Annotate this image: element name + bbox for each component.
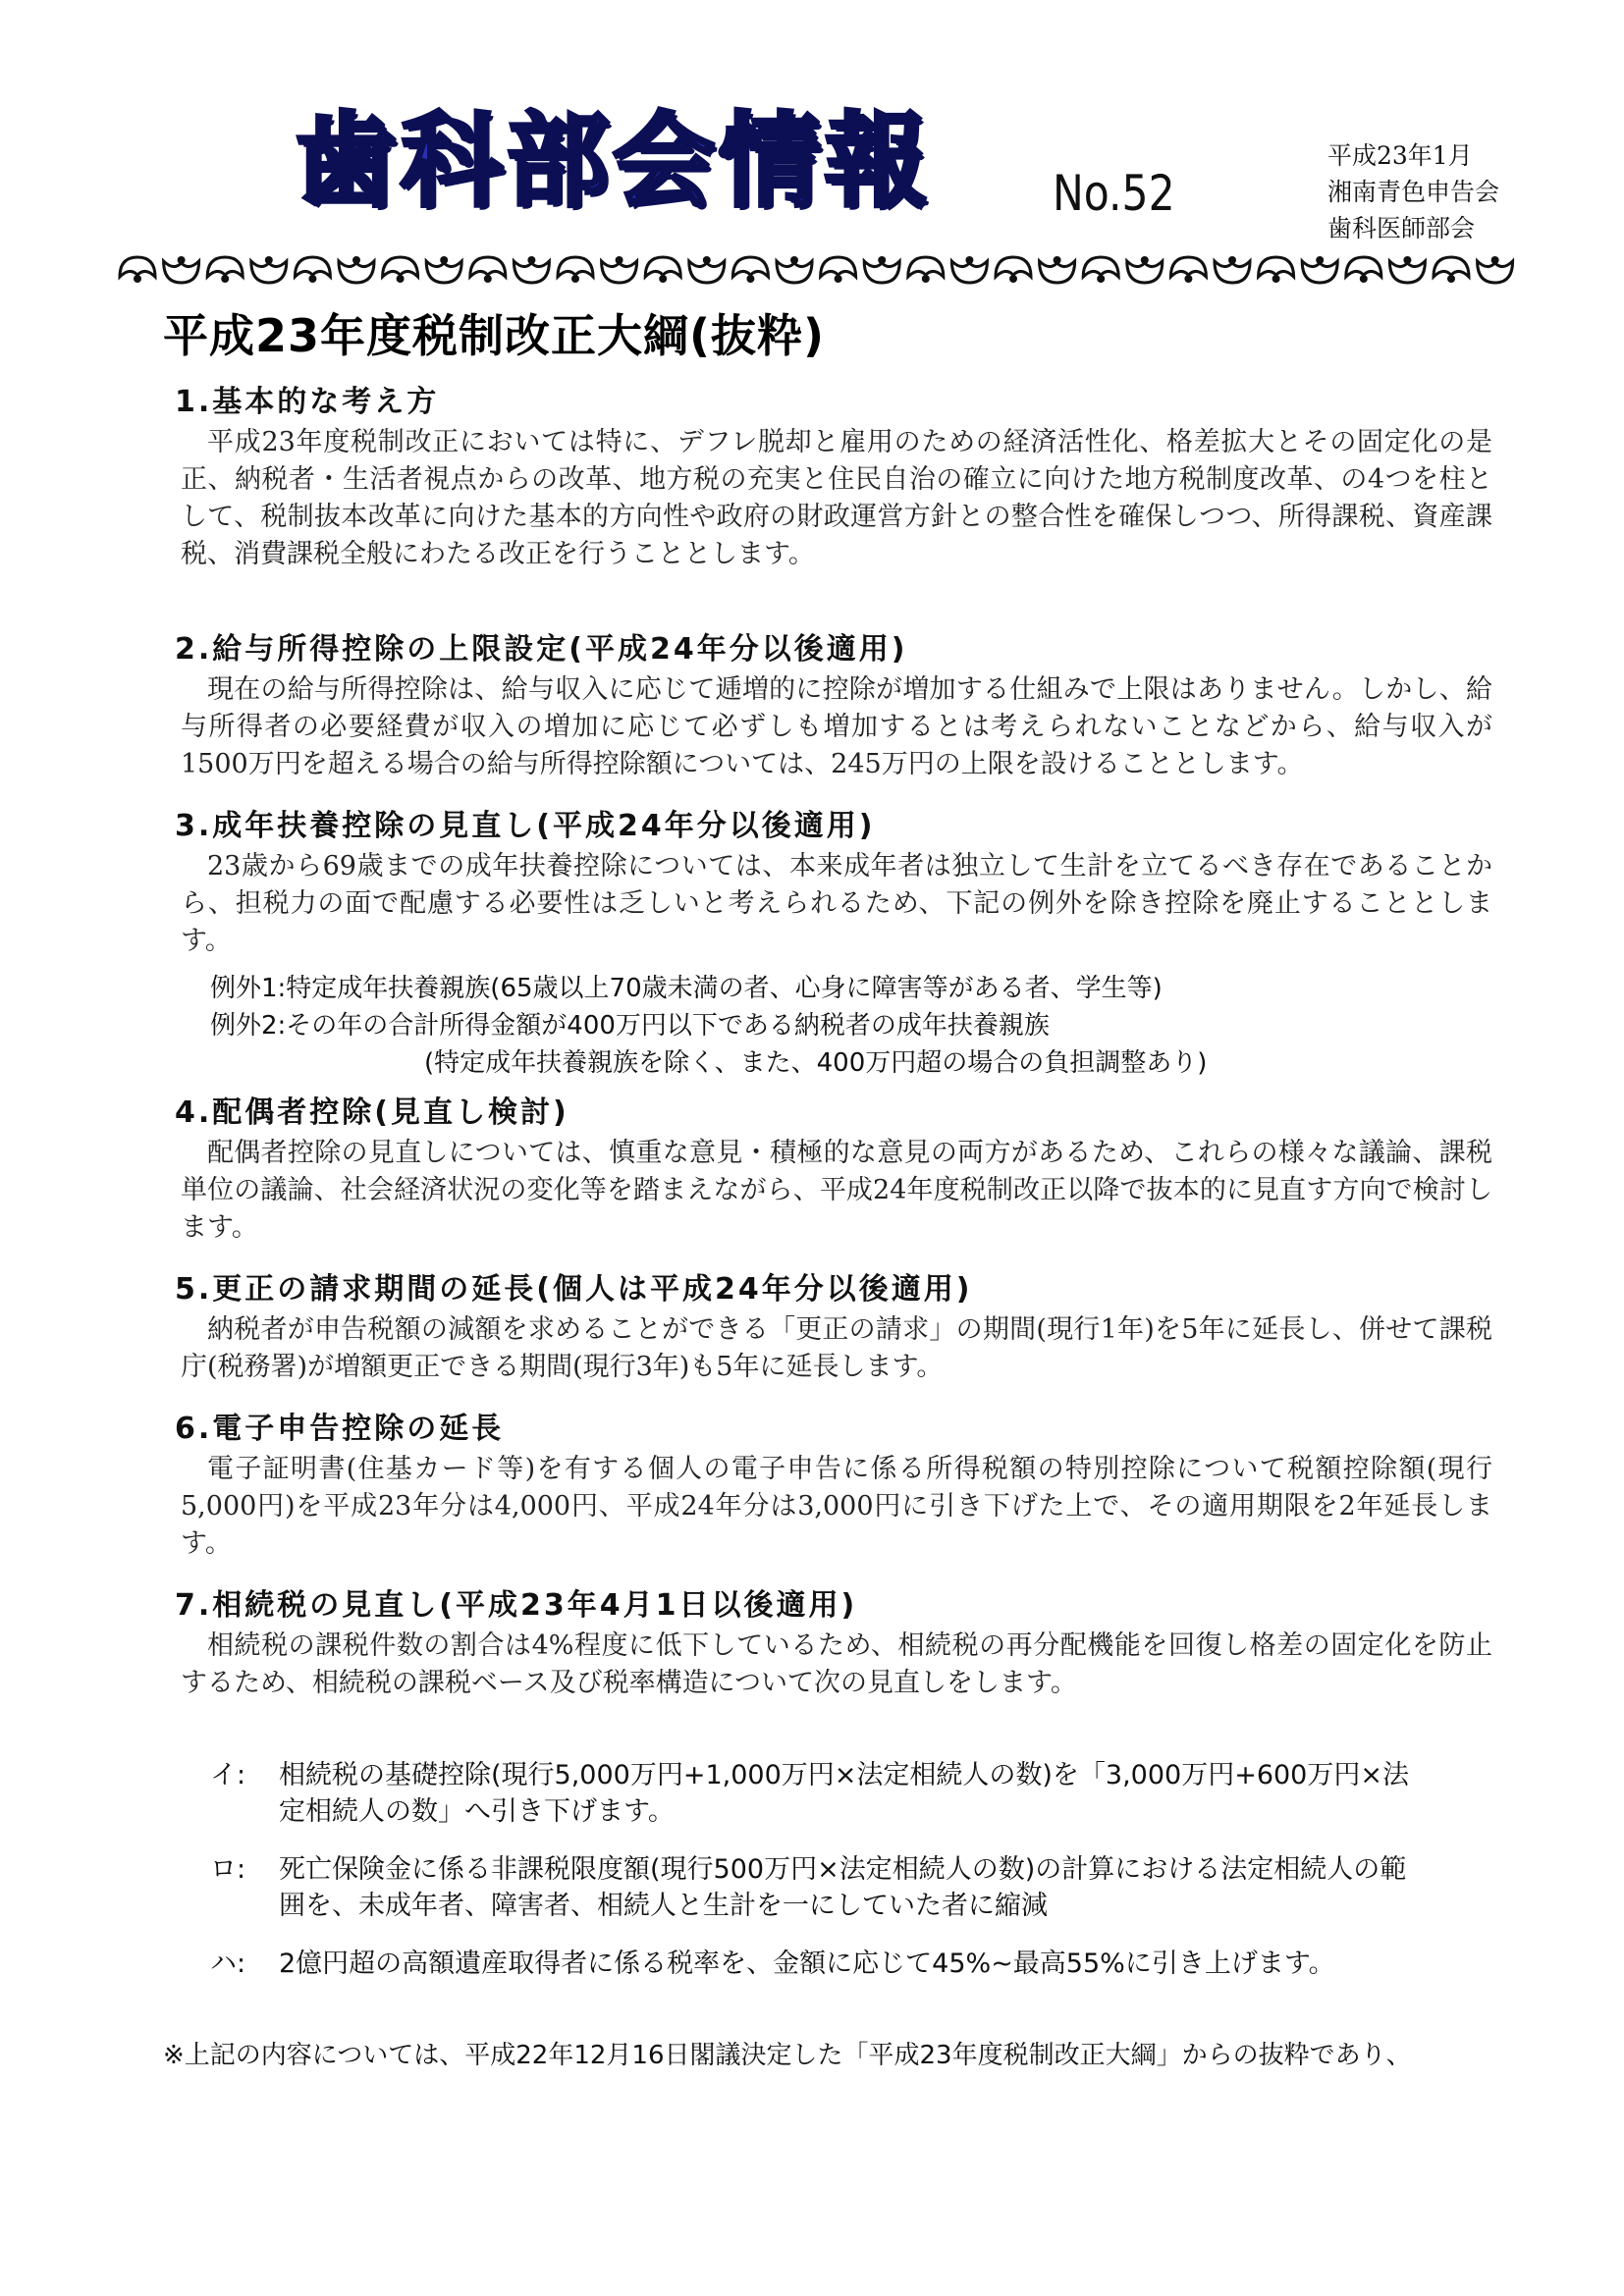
border-ornament: [777, 256, 812, 283]
border-ornament: [602, 256, 637, 283]
border-ornament: [645, 257, 680, 283]
newsletter-title: 歯科部会情報: [295, 101, 932, 221]
border-ornament: [732, 257, 768, 283]
exception-note: (特定成年扶養親族を除く、また、400万円超の場合の負担調整あり): [424, 1048, 1208, 1078]
border-ornament: [295, 257, 330, 283]
association-name: 湘南青色申告会: [1327, 178, 1500, 206]
border-ornament: [470, 257, 506, 283]
border-ornament: [339, 256, 374, 283]
border-ornament: [164, 256, 199, 283]
border-ornament: [207, 257, 243, 283]
item-text: 死亡保険金に係る非課税限度額(現行500万円×法定相続人の数)の計算における法定相続人の範囲を、未成年者、障害者、相続人と生計を一にしていた者に縮減: [279, 1854, 1407, 1921]
section-heading: 2.給与所得控除の上限設定(平成24年分以後適用): [175, 632, 908, 667]
border-ornament: [1127, 256, 1163, 283]
border-ornament: [1302, 256, 1337, 283]
main-title: 平成23年度税制改正大綱(抜粋): [163, 309, 826, 362]
border-ornament: [1040, 256, 1075, 283]
border-ornament: [951, 256, 987, 283]
section-paragraph: 相続税の課税件数の割合は4%程度に低下しているため、相続税の再分配機能を回復し格差の固定化を防止するため、相続税の課税ベース及び税率構造について次の見直しをします。: [181, 1630, 1492, 1698]
border-ornament: [1083, 257, 1118, 283]
border-ornament: [908, 257, 944, 283]
border-ornament: [821, 257, 856, 283]
section-paragraph: 配偶者控除の見直しについては、慎重な意見・積極的な意見の両方があるため、これらの様々な議論、課税単位の議論、社会経済状況の変化等を踏まえながら、平成24年度税制改正以降で抜本的に見直す方向で検討します。: [181, 1138, 1492, 1243]
list-item: [210, 1757, 1492, 1830]
border-ornament: [1259, 257, 1294, 283]
exception-item: 例外2:その年の合計所得金額が400万円以下である納税者の成年扶養親族: [210, 1011, 1050, 1041]
item-text: 2億円超の高額遺産取得者に係る税率を、金額に応じて45%~最高55%に引き上げます。: [279, 1949, 1335, 1979]
item-marker: イ:: [210, 1760, 246, 1790]
publisher-info: [1327, 137, 1499, 246]
division-name: 歯科医師部会: [1327, 214, 1476, 242]
border-ornament: [514, 256, 549, 283]
border-ornament: [1389, 256, 1425, 283]
issue-date: 平成23年1月: [1327, 141, 1473, 170]
item-marker: ハ:: [210, 1949, 246, 1979]
border-ornament: [996, 257, 1031, 283]
border-ornament: [426, 256, 461, 283]
article-body: [163, 381, 1492, 2074]
list-item: [210, 1946, 1492, 1982]
section-heading: 7.相続税の見直し(平成23年4月1日以後適用): [175, 1588, 858, 1623]
border-ornament: [689, 256, 725, 283]
border-ornament: [864, 256, 899, 283]
border-ornament: [1215, 256, 1250, 283]
border-ornament: [1478, 256, 1513, 283]
section-paragraph: 現在の給与所得控除は、給与収入に応じて逓増的に控除が増加する仕組みで上限はありません。しかし、給与所得者の必要経費が収入の増加に応じて必ずしも増加するとは考えられないことなどから、給与収入が1500万円を超える場合の給与所得控除額については、245万円の上限を設けることとします。: [181, 674, 1492, 779]
list-item: [210, 1851, 1492, 1924]
footnote: ※上記の内容については、平成22年12月16日閣議決定した「平成23年度税制改正大綱」からの抜粋であり、: [163, 2041, 1412, 2070]
item-text: 相続税の基礎控除(現行5,000万円+1,000万円×法定相続人の数)を「3,000万円+600万円×法定相続人の数」へ引き下げます。: [279, 1760, 1409, 1827]
border-ornament: [1170, 257, 1206, 283]
section-paragraph: 23歳から69歳までの成年扶養控除については、本来成年者は独立して生計を立てるべき存在であることから、担税力の面で配慮する必要性は乏しいと考えられるため、下記の例外を除き控除を廃止することとします。: [181, 851, 1492, 956]
section-heading: 5.更正の請求期間の延長(個人は平成24年分以後適用): [175, 1272, 973, 1307]
item-marker: ロ:: [210, 1854, 246, 1885]
border-ornament: [120, 257, 155, 283]
section-heading: 6.電子申告控除の延長: [175, 1412, 505, 1446]
section-heading: 1.基本的な考え方: [175, 385, 440, 419]
issue-number: No.52: [1053, 165, 1175, 222]
exception-item: 例外1:特定成年扶養親族(65歳以上70歳未満の者、心身に障害等がある者、学生等): [210, 974, 1163, 1003]
section-heading: 4.配偶者控除(見直し検討): [175, 1095, 569, 1130]
border-ornament: [1346, 257, 1381, 283]
section-heading: 3.成年扶養控除の見直し(平成24年分以後適用): [175, 809, 876, 843]
border-ornament: [558, 257, 593, 283]
border-ornament: [251, 256, 287, 283]
section-paragraph: 納税者が申告税額の減額を求めることができる「更正の請求」の期間(現行1年)を5年に延長し、併せて課税庁(税務署)が増額更正できる期間(現行3年)も5年に延長します。: [181, 1314, 1492, 1382]
decorative-border: [116, 251, 1518, 291]
border-ornament: [1434, 257, 1469, 283]
section-paragraph: 電子証明書(住基カード等)を有する個人の電子申告に係る所得税額の特別控除について税額控除額(現行5,000円)を平成23年分は4,000円、平成24年分は3,000円に引き下げた上で、その適用期限を2年延長します。: [181, 1454, 1492, 1559]
section-paragraph: 平成23年度税制改正においては特に、デフレ脱却と雇用のための経済活性化、格差拡大とその固定化の是正、納税者・生活者視点からの改革、地方税の充実と住民自治の確立に向けた地方税制度改革、の4つを柱として、税制抜本改革に向けた基本的方向性や政府の財政運営方針との整合性を確保しつつ、所得課税、資産課税、消費課税全般にわたる改正を行うこととします。: [181, 427, 1492, 569]
border-ornament: [383, 257, 418, 283]
